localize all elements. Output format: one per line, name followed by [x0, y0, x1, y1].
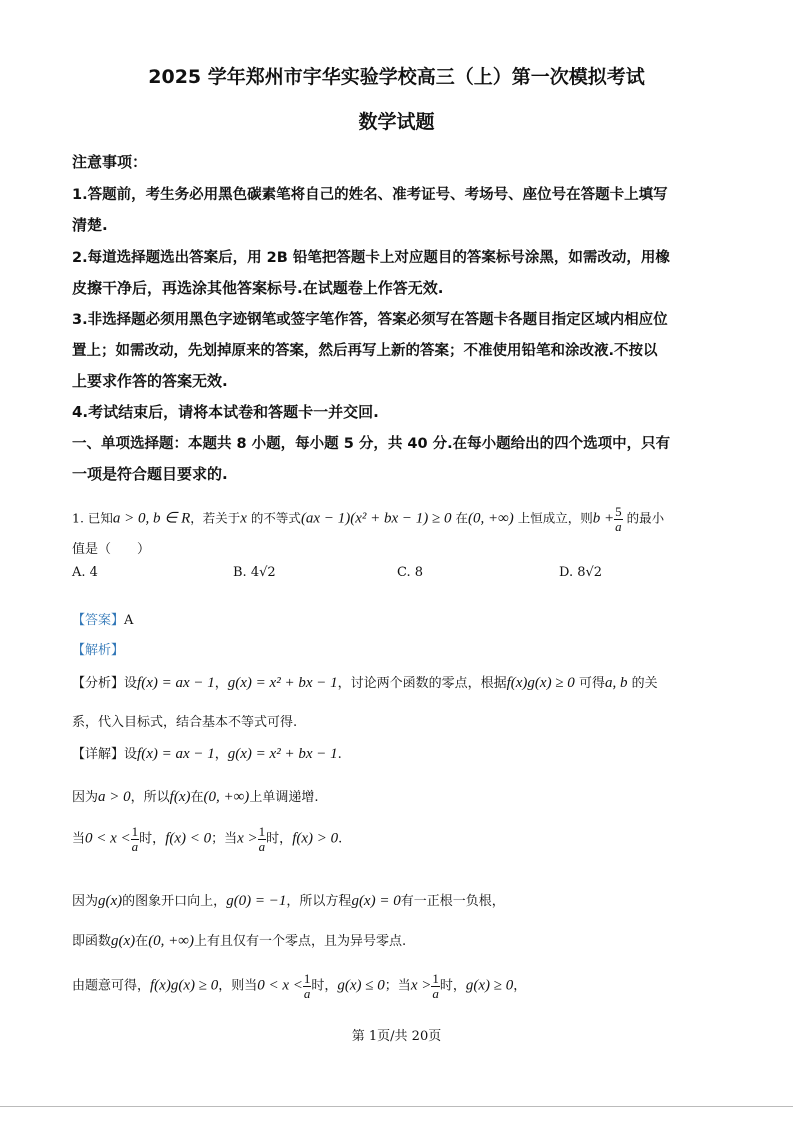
notice-item-3-line-3: 上要求作答的答案无效.	[72, 372, 228, 390]
q1-condition: a > 0, b ∈ R	[112, 510, 191, 527]
notice-item-3-line-1: 3.非选择题必须用黑色字迹钢笔或签字笔作答，答案必须写在答题卡各题目指定区域内相应位	[72, 312, 668, 328]
option-c: C. 8	[397, 565, 424, 580]
notice-heading: 注意事项：	[72, 153, 148, 171]
option-b: B. 4√2	[233, 565, 276, 580]
fenxi-line-2: 系，代入目标式，结合基本不等式可得.	[72, 715, 298, 730]
notice-item-3-line-2: 置上；如需改动，先划掉原来的答案，然后再写上新的答案；不准使用铅笔和涂改液.不按以	[72, 343, 658, 359]
xiangjie-line: 【详解】设f(x) = ax − 1，g(x) = x² + bx − 1.	[72, 746, 342, 762]
q1-fraction: $\frac{5}{a}$	[615, 504, 622, 534]
notice-item-1-line-2: 清楚.	[72, 216, 108, 234]
notice-item-1-line-1: 1.答题前，考生务必用黑色碳素笔将自己的姓名、准考证号、考场号、座位号在答题卡上填写	[72, 187, 668, 203]
option-a: A. 4	[72, 565, 98, 580]
option-d: D. 8√2	[559, 565, 603, 580]
section-heading-line-2: 一项是符合题目要求的.	[72, 465, 228, 483]
page-footer: 第 1页/共 20页	[351, 1029, 442, 1044]
solution-para-5: 由题意可得，f(x)g(x) ≥ 0，则当0 < x < $\frac{1}{a}$ 时，g(x) ≤ 0；当x > $\frac{1}{a}$ 时，g(x) ≥ 0，	[72, 971, 527, 1001]
answer-value: A	[124, 613, 134, 628]
solution-para-3: 因为g(x)的图象开口向上，g(0) = −1，所以方程g(x) = 0有一正根一负根，	[72, 893, 505, 909]
question-1-stem-line-2: 值是（ ）	[72, 542, 151, 557]
notice-item-4: 4.考试结束后，请将本试卷和答题卡一并交回.	[72, 403, 379, 421]
answer-line	[72, 609, 133, 628]
page-title: 2025 学年郑州市宇华实验学校高三（上）第一次模拟考试	[148, 66, 645, 88]
solution-para-4: 即函数g(x)在(0, +∞)上有且仅有一个零点，且为异号零点.	[72, 933, 407, 949]
notice-item-2-line-2: 皮擦干净后，再选涂其他答案标号.在试题卷上作答无效.	[72, 279, 444, 297]
section-heading-line-1: 一、单项选择题：本题共 8 小题，每小题 5 分，共 40 分.在每小题给出的四个选项中，只有	[72, 436, 671, 452]
solution-para-2: 当0 < x < $\frac{1}{a}$ 时，f(x) < 0；当x > $\frac{1}{a}$ 时，f(x) > 0.	[72, 824, 343, 854]
notice-item-2-line-1: 2.每道选择题选出答案后，用 2B 铅笔把答题卡上对应题目的答案标号涂黑，如需改动，用橡	[72, 250, 670, 266]
q1-inequality: (ax − 1)(x² + bx − 1) ≥ 0	[300, 510, 452, 527]
question-1-stem: 1. 已知a > 0, b ∈ R，若关于x 的不等式(ax − 1)(x² + bx − 1) ≥ 0 在(0, +∞) 上恒成立，则b + $\frac{5}{a}$ 的最小	[72, 504, 665, 534]
answer-tag: 【答案】	[72, 613, 125, 628]
analysis-tag: 【解析】	[72, 643, 125, 658]
page-subtitle: 数学试题	[358, 111, 435, 133]
fenxi-line-1: 【分析】设f(x) = ax − 1，g(x) = x² + bx − 1，讨论两个函数的零点，根据f(x)g(x) ≥ 0 可得a, b 的关	[72, 675, 658, 691]
solution-para-1: 因为a > 0，所以f(x)在(0, +∞)上单调递增.	[72, 789, 319, 805]
page-divider	[0, 1106, 793, 1107]
